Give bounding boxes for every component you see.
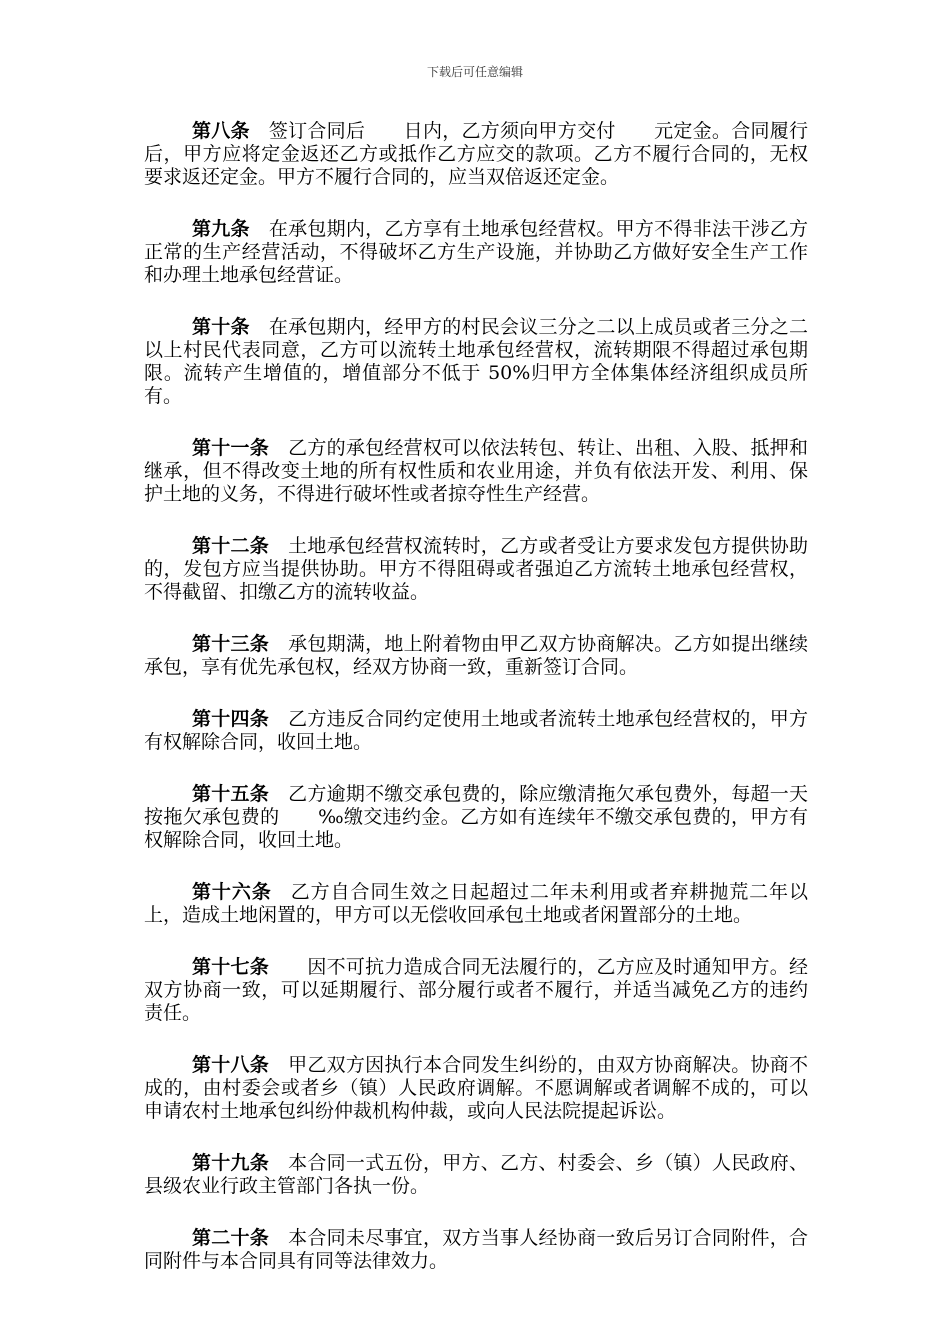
clause-title: 第十条 (192, 316, 250, 338)
clause-20 (144, 1227, 808, 1273)
clause-title: 第八条 (192, 120, 250, 142)
clause-14 (144, 708, 808, 754)
clause-text: 本合同未尽事宜，双方当事人经协商一致后另订合同附件，合同附件与本合同具有同等法律效力。 (144, 1227, 808, 1272)
clause-9 (144, 218, 808, 287)
clause-18 (144, 1054, 808, 1123)
clause-text: 在承包期内，乙方享有土地承包经营权。甲方不得非法干涉乙方正常的生产经营活动，不得破坏乙方生产设施，并协助乙方做好安全生产工作和办理土地承包经营证。 (144, 218, 808, 286)
clause-text: 在承包期内，经甲方的村民会议三分之二以上成员或者三分之二以上村民代表同意，乙方可以流转土地承包经营权，流转期限不得超过承包期限。流转产生增值的，增值部分不低于 50%归甲方全体集体经济组织成员所有。 (144, 316, 808, 407)
clause-12 (144, 535, 808, 604)
clause-title: 第十四条 (192, 708, 270, 730)
clause-text: 甲乙双方因执行本合同发生纠纷的，由双方协商解决。协商不成的，由村委会或者乡（镇）人民政府调解。不愿调解或者调解不成的，可以申请农村土地承包纠纷仲裁机构仲裁，或向人民法院提起诉讼。 (144, 1054, 808, 1122)
clause-text: 乙方自合同生效之日起超过二年未利用或者弃耕抛荒二年以上，造成土地闲置的，甲方可以无偿收回承包土地或者闲置部分的土地。 (144, 881, 808, 926)
clause-13 (144, 633, 808, 679)
clause-title: 第十八条 (192, 1054, 270, 1076)
clause-text: 因不可抗力造成合同无法履行的，乙方应及时通知甲方。经双方协商一致，可以延期履行、部分履行或者不履行，并适当减免乙方的违约责任。 (144, 956, 808, 1024)
clause-text: 土地承包经营权流转时，乙方或者受让方要求发包方提供协助的，发包方应当提供协助。甲方不得阻碍或者强迫乙方流转土地承包经营权，不得截留、扣缴乙方的流转收益。 (144, 535, 808, 603)
clause-8 (144, 120, 808, 189)
clause-text: 签订合同后 日内，乙方须向甲方交付 元定金。合同履行后，甲方应将定金返还乙方或抵作乙方应交的款项。乙方不履行合同的，无权要求返还定金。甲方不履行合同的，应当双倍返还定金。 (144, 120, 808, 188)
clause-text: 乙方违反合同约定使用土地或者流转土地承包经营权的，甲方有权解除合同，收回土地。 (144, 708, 808, 753)
clause-10 (144, 316, 808, 408)
clause-text: 乙方逾期不缴交承包费的，除应缴清拖欠承包费外，每超一天按拖欠承包费的 ‰缴交违约金。乙方如有连续年不缴交承包费的，甲方有权解除合同，收回土地。 (144, 783, 808, 851)
page-header: 下载后可任意编辑 (426, 65, 523, 79)
clause-title: 第十七条 (192, 956, 270, 978)
clause-19 (144, 1152, 808, 1198)
clause-title: 第十九条 (192, 1152, 270, 1174)
clause-title: 第九条 (192, 218, 250, 240)
clause-17 (144, 956, 808, 1025)
clause-title: 第十三条 (192, 633, 270, 655)
clause-16 (144, 881, 808, 927)
clause-title: 第十五条 (192, 783, 270, 805)
clause-text: 承包期满，地上附着物由甲乙双方协商解决。乙方如提出继续承包，享有优先承包权，经双方协商一致，重新签订合同。 (144, 633, 808, 678)
clause-title: 第十二条 (192, 535, 270, 557)
clause-title: 第二十条 (192, 1227, 270, 1249)
contract-body (144, 120, 808, 1302)
clause-title: 第十一条 (192, 437, 270, 459)
clause-11 (144, 437, 808, 506)
clause-title: 第十六条 (192, 881, 272, 903)
clause-text: 乙方的承包经营权可以依法转包、转让、出租、入股、抵押和继承，但不得改变土地的所有权性质和农业用途，并负有依法开发、利用、保护土地的义务，不得进行破坏性或者掠夺性生产经营。 (144, 437, 808, 505)
clause-text: 本合同一式五份，甲方、乙方、村委会、乡（镇）人民政府、县级农业行政主管部门各执一份。 (144, 1152, 808, 1197)
clause-15 (144, 783, 808, 852)
